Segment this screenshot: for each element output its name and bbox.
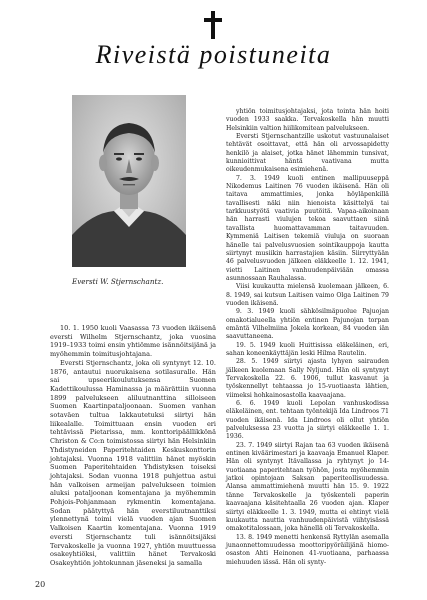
paragraph: 9. 3. 1949 kuoli sähkösilmäpuolue Pajuojan omakotialueella yhtiön entinen Pajunojan torpan emäntä Vilhelmiina Jokela korkean, 84 vuoden iän saavuttaneena.	[226, 308, 389, 341]
paragraph: 28. 5. 1949 siirtyi ajasta lyhyen sairauden jälkeen kuolemaan Sally Nyljund. Hän oli syntynyt Tervakoskella 22. 6. 1906, tullut kasvanut ja työskennellyt tehtaassa jo 15-vuotiaasta lähtien, viimeksi hohkainosastolla kaavaajana.	[226, 358, 389, 399]
left-column	[50, 324, 216, 568]
paragraph: Eversti Stjernschantzille uskotut vastuunalaiset tehtävät osoittavat, että hän oli arvossapidetty henkilö ja alaiset, jotka hänet lähemmin tunsivat, kunnioittivat häntä vaativana mutta oikeudenmukaisena esimiehenä.	[226, 133, 389, 174]
paragraph: 19. 5. 1949 kuoli Huittisissa eläkeläinen, eri, sahan koneenkäyttäjän leski Hilma Rautelin.	[226, 341, 389, 357]
paragraph: Viisi kuukautta mielensä kuolemaan jälkeen, 6. 8. 1949, sai kutsun Laitisen vaimo Olga Laitinen 79 vuoden ikäisenä.	[226, 283, 389, 307]
paragraph: 6. 6. 1949 kuoli Lepolan vanhuskodissa eläkeläinen, ent. tehtaan työntekijä Ida Lindroos 71 vuoden ikäisenä. Ida Lindroos oli ollut yhtiön palveluksessa 23 vuotta ja siirtyi eläkkeelle 1. 1. 1936.	[226, 400, 389, 441]
paragraph: 13. 8. 1949 menetti henkensä Ryttylän asemalla junaonnettomuudessa moottoripyöräilijänä hiomo-osaston Ahti Heinonen 41-vuotiaana, parhaassa miehuuden iässä. Hän oli synty-	[226, 533, 389, 566]
paragraph: Eversti Stjernschantz, joka oli syntynyt 12. 10. 1876, antautui nuorukaisena sotilasuralle. Hän sai upseerikoulutuksensa Suomen Kadettikoulussa Haminassa ja määrättiin vuonna 1899 palvelukseen aliluutnanttina silloiseen Suomen Kaartinpataljoonaan. Suomen vanhan sotaväen tultua lakkautetuksi siirtyi hän liikealalle. Toimittuaan ensin vuoden eri tehtävissä Pietarissa, mm. konttoripäällikkönä Christon & Co:n toimistossa siirtyi hän Helsinkiin Yhdistyneiden Paperitehtaiden Keskuskonttorin johtajaksi. Vuonna 1918 valittiin hänet myöskin Suomen Paperitehtaiden Yhdistyksen toiseksi johtajaksi. Sodan vuonna 1918 puhjettua astui hän valkoisen armeijan palvelukseen toimien aluksi pataljoonan komentajana ja myöhemmin Pohjois-Pohjanmaan rykmentin komentajana. Sodan päätyttyä hän everstiluutnanttiksi ylennettynä toimi vielä vuoden ajan Suomen Valkoisen Kaartin komentajana. Vuonna 1919 eversti Stjernschantz tuli isännöitsijäksi Tervakoskelle ja vuonna 1927, yhtiön muuttuessa osakeyhtiöksi, valittiin hänet Tervakoski Osakeyhtiön johtokunnan jäseneksi ja samalla	[50, 358, 216, 567]
paragraph: yhtiön toimitusjohtajaksi, jota tointa hän hoiti vuoden 1933 saakka. Tervakoskella hän muutti Helsinkiin valtion hiilikomitean palvelukseen.	[226, 108, 389, 132]
right-column	[226, 108, 389, 567]
cross-icon	[204, 11, 222, 39]
page-number: 20	[35, 580, 46, 589]
paragraph: 7. 3. 1949 kuoli entinen mallipuuseppä Nikodemus Laitinen 76 vuoden ikäisenä. Hän oli taitava ammattimies, jonka höyläpenkillä tavallisesti näki niin hienoista käsittelyä tai tarkkuustyötä vaativia puutöitä. Vapaa-aikoinaan hän harrasti viulujen tekoa saavuttaen siinä tavallista huomattavamman taitavuuden. Kymmeniä Laitisen tekemiä viuluja on suoraan hänelle tai palvelusvuosien sointikauppoja kautta siirtynyt musiikin harrastajien käsiin. Siirryttyään 46 palvelusvuoden jälkeen eläkkeelle 1. 12. 1941, vietti Laitinen vanhuudenpäiviään omassa asunnossaan Rauhalassa.	[226, 174, 389, 282]
page-title: Riveistä poistuneita	[95, 40, 332, 69]
portrait-caption: Eversti W. Stjernschantz.	[72, 277, 164, 286]
paragraph: 10. 1. 1950 kuoli Vaasassa 73 vuoden ikäisenä eversti Wilhelm Stjernschantz, joka vuosina 1919–1933 toimi ensin yhtiömme isännöitsijänä ja myöhemmin toimitusjohtajana.	[50, 324, 216, 359]
paragraph: 23. 7. 1949 siirtyi Rajan taa 63 vuoden ikäisenä entinen kiväärimestari ja kaavaaja Emanuel Klaper. Hän oli syntynyt Itävallassa ja ryhtynyt jo 14-vuotiaana paperitehtaan työhön, josta myöhemmin jatkoi opintojaan Saksan paperiteollisuudessa. Alansa ammattimiehenä muutti hän 15. 9. 1922 tänne Tervakoskelle ja työskenteli paperin kaavaajana käsitehtaalla 26 vuoden ajan. Klaper siirtyi eläkkeelle 1. 3. 1949, mutta ei ehtinyt vielä kuukautta nauttia vanhuudenpäivistä viihtyisässä omakotitalossaan, joka hänellä oli Tervakoskella.	[226, 441, 389, 533]
portrait-photo	[72, 95, 186, 267]
